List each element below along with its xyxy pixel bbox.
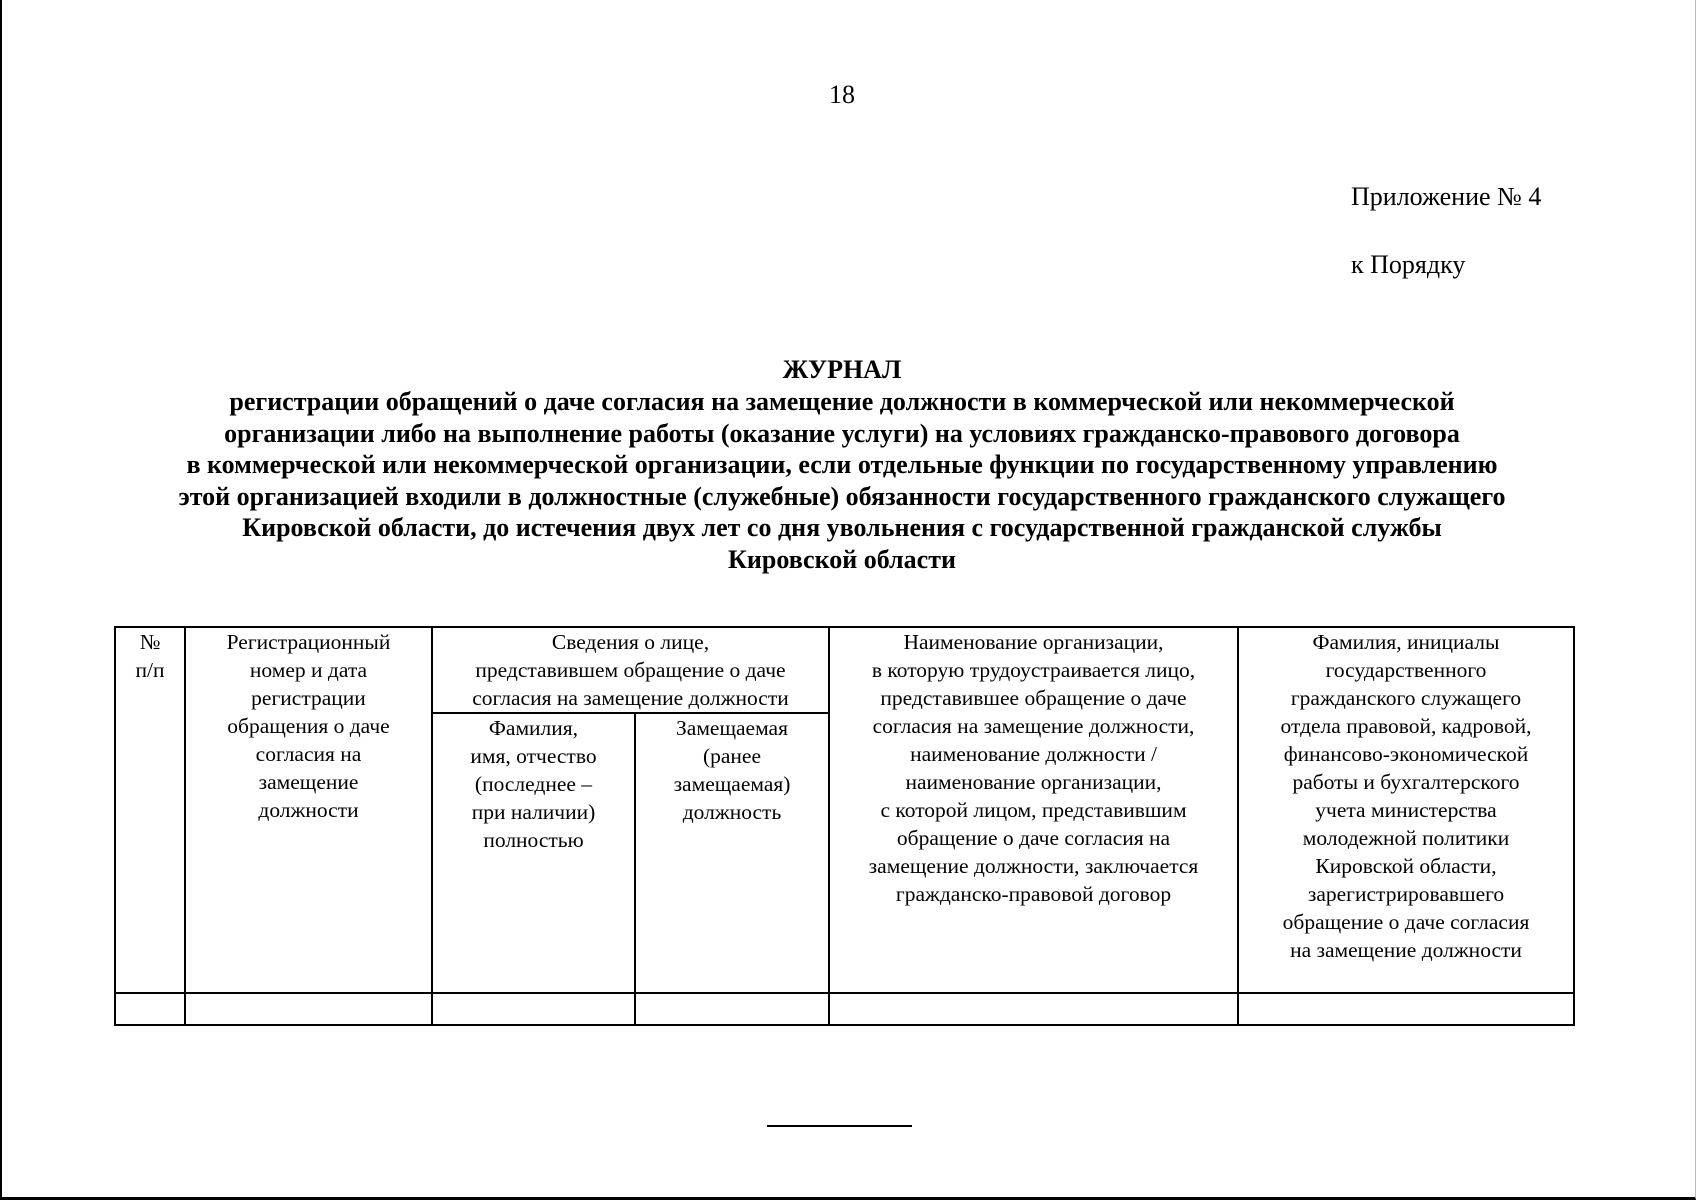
header-organization-line: наименование должности /	[910, 742, 1157, 766]
table-header-row	[115, 627, 1574, 713]
appendix-label: Приложение № 4	[1351, 182, 1542, 211]
header-organization-line: согласия на замещение должности,	[872, 714, 1195, 738]
header-registration-line: согласия на	[255, 742, 362, 766]
header-full-name-line: Фамилия,	[488, 716, 579, 740]
header-full-name-line: при наличии)	[471, 800, 596, 824]
appendix-sub: к Порядку	[1351, 250, 1466, 279]
registration-table	[114, 626, 1575, 1026]
header-registration-line: регистрации	[251, 686, 366, 710]
subtitle-line: Кировской области, до истечения двух лет со дня увольнения с государственной гражданской службы	[242, 513, 1442, 542]
header-registrar-line: учета министерства	[1315, 798, 1497, 822]
subtitle-line: регистрации обращений о даче согласия на замещение должности в коммерческой или некоммерческой	[229, 387, 1455, 416]
header-position-line: Замещаемая	[676, 716, 788, 740]
header-registrar-line: финансово-экономической	[1283, 742, 1529, 766]
table-cell	[185, 993, 432, 1025]
header-registration-line: должности	[258, 798, 359, 822]
subtitle-line: Кировской области	[728, 544, 956, 574]
header-registrar	[1238, 627, 1574, 993]
header-full-name-line: (последнее –	[474, 772, 593, 796]
header-registration-line: обращения о даче	[227, 714, 390, 738]
table-row	[115, 993, 1574, 1025]
table-cell	[432, 993, 635, 1025]
subtitle-line: в коммерческой или некоммерческой организации, если отдельные функции по государственному управлению	[186, 450, 1498, 479]
header-person-info-line: согласия на замещение должности	[472, 686, 789, 710]
header-position-line: должность	[682, 800, 782, 824]
header-full-name-line: имя, отчество	[470, 744, 597, 768]
header-position-line: замещаемая)	[673, 772, 791, 796]
subtitle-line: организации либо на выполнение работы (оказание услуги) на условиях гражданско-правового договора	[224, 418, 1460, 448]
header-registrar-line: Кировской области,	[1315, 854, 1497, 878]
journal-title: ЖУРНАЛ	[782, 355, 902, 384]
subtitle-line: этой организацией входили в должностные (служебные) обязанности государственного гражданского служащего	[178, 481, 1506, 511]
closing-rule	[767, 1125, 912, 1127]
header-position	[635, 713, 829, 993]
page-number: 18	[829, 80, 855, 109]
header-organization-line: гражданско-правовой договор	[895, 882, 1172, 906]
header-organization-line: обращение о даче согласия на	[896, 826, 1171, 850]
header-organization	[829, 627, 1238, 993]
header-organization-line: представившее обращение о даче	[880, 686, 1187, 710]
header-full-name	[432, 713, 635, 993]
header-number-line: №	[139, 630, 161, 654]
header-registration-line: Регистрационный	[226, 630, 391, 654]
header-registrar-line: отдела правовой, кадровой,	[1280, 714, 1532, 738]
header-registrar-line: молодежной политики	[1302, 826, 1510, 850]
table-cell	[115, 993, 185, 1025]
table-cell	[635, 993, 829, 1025]
header-person-info	[432, 627, 829, 713]
header-registrar-line: обращение о даче согласия	[1282, 910, 1530, 934]
header-registrar-line: зарегистрировавшего	[1307, 882, 1505, 906]
table-cell	[1238, 993, 1574, 1025]
header-registrar-line: работы и бухгалтерского	[1292, 770, 1520, 794]
header-registrar-line: гражданского служащего	[1290, 686, 1522, 710]
header-organization-line: наименование организации,	[905, 770, 1162, 794]
header-registrar-line: на замещение должности	[1290, 938, 1522, 962]
header-organization-line: замещение должности, заключается	[868, 854, 1199, 878]
header-person-info-line: представившем обращение о даче	[475, 658, 786, 682]
header-registrar-line: государственного	[1325, 658, 1487, 682]
header-position-line: (ранее	[702, 744, 762, 768]
header-organization-line: с которой лицом, представившим	[880, 798, 1187, 822]
header-registration-line: номер и дата	[249, 658, 368, 682]
header-full-name-line: полностью	[483, 828, 584, 852]
header-number-line: п/п	[135, 658, 165, 682]
table-cell	[829, 993, 1238, 1025]
header-registration	[185, 627, 432, 993]
header-number	[115, 627, 185, 993]
journal-subtitle	[2, 386, 1682, 575]
header-organization-line: в которую трудоустраивается лицо,	[871, 658, 1196, 682]
header-person-info-line: Сведения о лице,	[551, 630, 710, 654]
header-registrar-line: Фамилия, инициалы	[1312, 630, 1500, 654]
header-organization-line: Наименование организации,	[903, 630, 1164, 654]
header-registration-line: замещение	[258, 770, 359, 794]
